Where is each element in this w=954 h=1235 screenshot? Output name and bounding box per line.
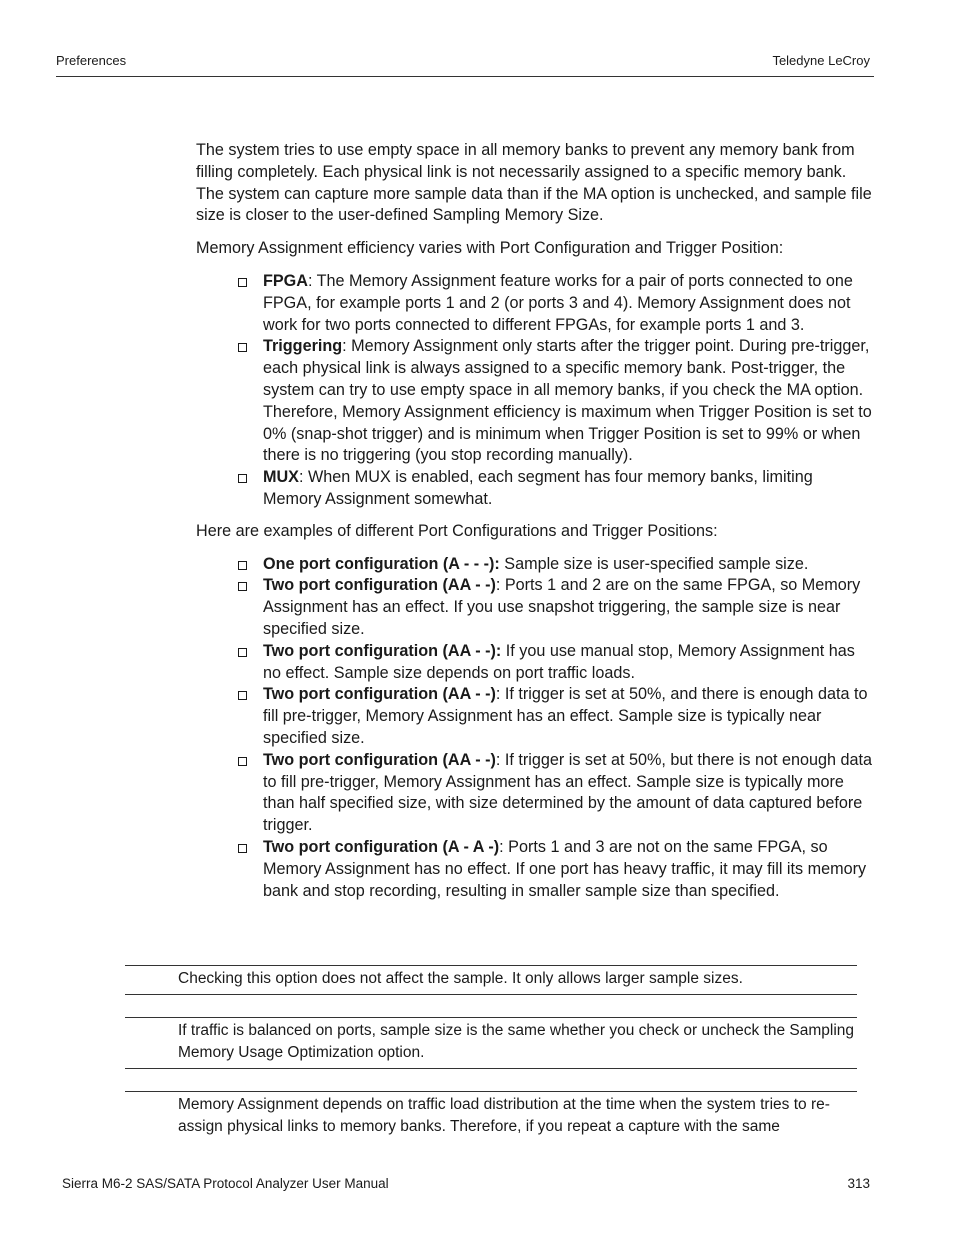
list-item: [196, 837, 874, 902]
list-item: [196, 467, 874, 511]
header-company: Teledyne LeCroy: [772, 53, 870, 68]
header-section-title: Preferences: [56, 53, 127, 68]
note-box: [125, 965, 857, 995]
list-item-text: : If trigger is set at 50%, and there is enough data to fill pre-trigger, Memory Assignment has an effect. Sample size is typically near specified size.: [263, 685, 868, 747]
list-item: [196, 336, 874, 467]
note-box: [125, 1017, 857, 1069]
list-item-text: : Ports 1 and 2 are on the same FPGA, so Memory Assignment has an effect. If you use snapshot triggering, the sample size is near specified size.: [263, 576, 861, 638]
page-number: 313: [847, 1176, 870, 1191]
footer-manual-title: Sierra M6-2 SAS/SATA Protocol Analyzer User Manual: [62, 1176, 389, 1191]
efficiency-intro: Memory Assignment efficiency varies with Port Configuration and Trigger Position:: [196, 239, 784, 258]
list-item: [196, 271, 874, 336]
list-item-text: : Memory Assignment only starts after the trigger point. During pre-trigger, each physical link is always assigned to a specific memory bank. Post-trigger, the system can try to use empty space in all memory banks, if you check the MA option. Therefore, Memory Assignment efficiency is maximum when Trigger Position is set to 0% (snap-shot trigger) and is minimum when Trigger Position is set to 99% or when there is no triggering (you stop recording manually).: [263, 337, 872, 465]
list-item-term: Two port configuration (AA - -):: [263, 641, 502, 660]
list-item-text: Sample size is user-specified sample size.: [499, 554, 809, 573]
list-item-text: : The Memory Assignment feature works for a pair of ports connected to one FPGA, for example ports 1 and 2 (or ports 3 and 4). Memory Assignment does not work for two ports connected to different FPGAs, for example ports 1 and 3.: [263, 271, 853, 334]
list-item-text: : If trigger is set at 50%, but there is not enough data to fill pre-trigger, Memory Assignment has an effect. Sample size is typically more than half specified size, with size determined by the amount of data captured before trigger.: [263, 750, 873, 835]
list-item: [196, 684, 874, 749]
examples-list: [196, 554, 874, 903]
list-item-term: FPGA: [263, 271, 308, 290]
list-item-text: : When MUX is enabled, each segment has four memory banks, limiting Memory Assignment somewhat.: [263, 468, 813, 508]
list-item: [196, 575, 874, 640]
list-item-term: Triggering: [263, 337, 343, 356]
list-item: [196, 554, 874, 576]
note-text: Memory Assignment depends on traffic load distribution at the time when the system tries to re-assign physical links to memory banks. Therefore, if you repeat a capture with the same: [178, 1096, 830, 1135]
note-text: If traffic is balanced on ports, sample size is the same whether you check or uncheck the Sampling Memory Usage Optimization option.: [178, 1022, 855, 1061]
main-content: [196, 140, 874, 912]
efficiency-list: [196, 271, 874, 511]
list-item-term: Two port configuration (AA - -): [263, 750, 496, 769]
list-item-text: : Ports 1 and 3 are not on the same FPGA, so Memory Assignment has no effect. If one port has heavy traffic, it may fill its memory bank and stop recording, resulting in smaller sample size than specified.: [263, 837, 867, 900]
examples-intro: Here are examples of different Port Configurations and Trigger Positions:: [196, 521, 718, 540]
note-box: [125, 1091, 857, 1142]
list-item-term: Two port configuration (AA - -): [263, 576, 496, 595]
list-item-text: If you use manual stop, Memory Assignment has no effect. Sample size depends on port traffic loads.: [263, 641, 855, 682]
list-item: [196, 750, 874, 837]
note-text: Checking this option does not affect the sample. It only allows larger sample sizes.: [178, 970, 743, 987]
list-item-term: Two port configuration (AA - -): [263, 685, 496, 704]
list-item-term: Two port configuration (A - A -): [263, 837, 500, 856]
list-item-term: MUX: [263, 468, 299, 487]
page-header: [56, 52, 874, 77]
list-item-term: One port configuration (A - - -):: [263, 554, 500, 573]
intro-paragraph: The system tries to use empty space in all memory banks to prevent any memory bank from filling completely. Each physical link is not necessarily assigned to a specific memory bank. The system can capture more sample data than if the MA option is unchecked, and sample file size is closer to the user-defined Sampling Memory Size.: [196, 141, 872, 225]
list-item: [196, 641, 874, 685]
